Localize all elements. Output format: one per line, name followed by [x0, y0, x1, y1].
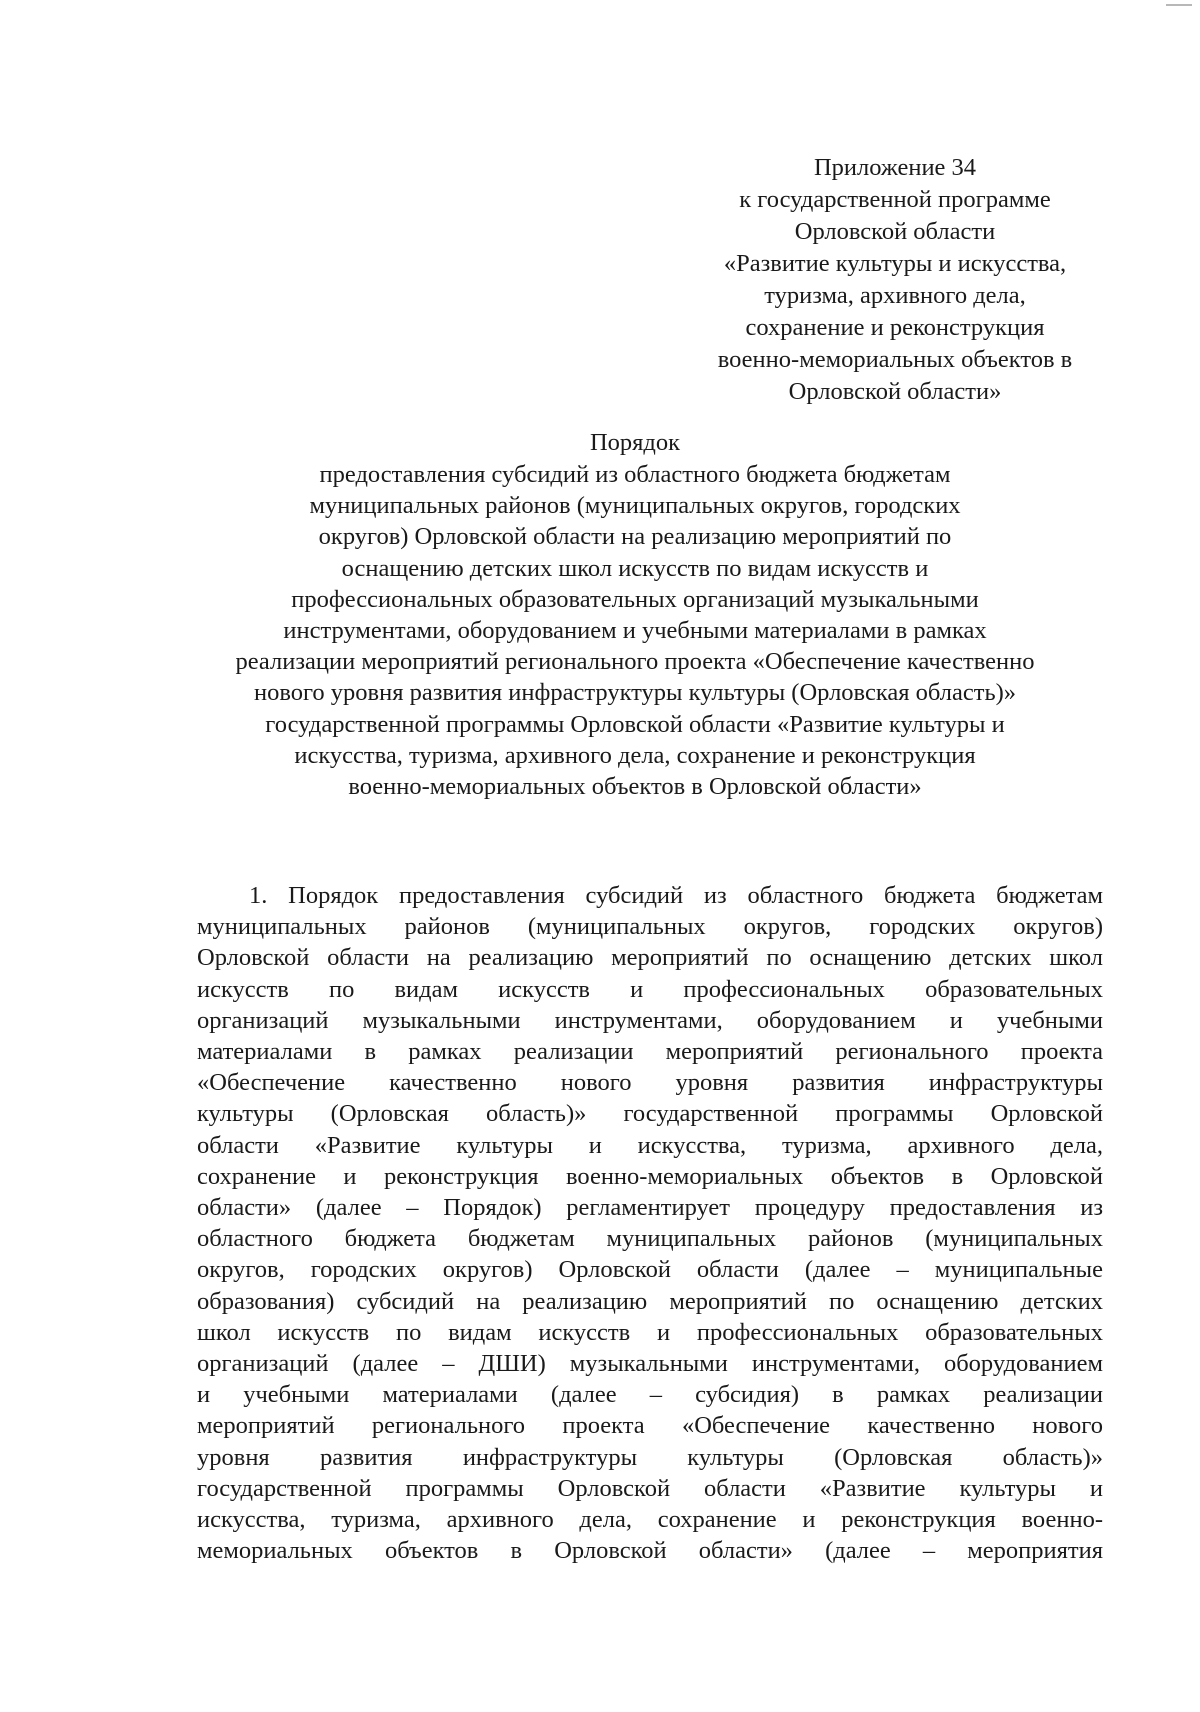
body-line: области» (далее – Порядок) регламентирует процедуру предоставления из: [197, 1194, 1103, 1222]
body-line: культуры (Орловская область)» государственной программы Орловской: [197, 1100, 1103, 1128]
subtitle-line: искусства, туризма, архивного дела, сохранение и реконструкция: [294, 741, 976, 769]
document-subtitle: [190, 459, 1080, 802]
body-line: мероприятий регионального проекта «Обеспечение качественно нового: [197, 1412, 1103, 1440]
appendix-line: к государственной программе: [739, 186, 1051, 213]
body-line: уровня развития инфраструктуры культуры (Орловская область)»: [197, 1443, 1103, 1471]
body-line: школ искусств по видам искусств и профессиональных образовательных: [197, 1318, 1103, 1346]
body-line: организаций (далее – ДШИ) музыкальными инструментами, оборудованием: [197, 1350, 1103, 1378]
appendix-line: военно-мемориальных объектов в: [717, 346, 1073, 373]
body-line: организаций музыкальными инструментами, оборудованием и учебными: [197, 1006, 1103, 1034]
appendix-line: Приложение 34: [813, 154, 977, 181]
body-line: округов, городских округов) Орловской области (далее – муниципальные: [197, 1256, 1103, 1284]
body-line: искусств по видам искусств и профессиональных образовательных: [197, 975, 1103, 1003]
body-line: Орловской области на реализацию мероприятий по оснащению детских школ: [197, 944, 1103, 972]
subtitle-line: инструментами, оборудованием и учебными материалами в рамках: [283, 617, 987, 645]
body-line: сохранение и реконструкция военно-мемориальных объектов в Орловской: [197, 1162, 1103, 1190]
body-line: материалами в рамках реализации мероприятий регионального проекта: [197, 1038, 1103, 1066]
subtitle-line: профессиональных образовательных организаций музыкальными: [291, 585, 979, 613]
body-line: «Обеспечение качественно нового уровня развития инфраструктуры: [197, 1069, 1103, 1097]
appendix-line: Орловской области»: [788, 378, 1002, 405]
body-line: 1. Порядок предоставления субсидий из областного бюджета бюджетам: [249, 882, 1103, 909]
body-line: образования) субсидий на реализацию мероприятий по оснащению детских: [197, 1287, 1103, 1315]
subtitle-line: округов) Орловской области на реализацию мероприятий по: [318, 523, 952, 551]
document-title: Порядок: [589, 429, 681, 456]
appendix-line: «Развитие культуры и искусства,: [723, 250, 1067, 277]
subtitle-line: военно-мемориальных объектов в Орловской области»: [348, 773, 922, 801]
scan-edge-mark: [1166, 4, 1192, 6]
body-line: мемориальных объектов в Орловской области» (далее – мероприятия: [197, 1537, 1103, 1565]
appendix-line: сохранение и реконструкция: [745, 314, 1045, 341]
subtitle-line: реализации мероприятий регионального проекта «Обеспечение качественно: [235, 648, 1035, 676]
body-line: областного бюджета бюджетам муниципальных районов (муниципальных: [197, 1225, 1103, 1253]
body-line: муниципальных районов (муниципальных округов, городских округов): [197, 913, 1103, 941]
body-line: и учебными материалами (далее – субсидия) в рамках реализации: [197, 1381, 1103, 1409]
body-paragraph: [197, 880, 1103, 1566]
body-line: государственной программы Орловской области «Развитие культуры и: [197, 1474, 1103, 1502]
subtitle-line: муниципальных районов (муниципальных округов, городских: [309, 492, 961, 520]
appendix-header: [690, 152, 1100, 408]
subtitle-line: нового уровня развития инфраструктуры культуры (Орловская область)»: [253, 679, 1017, 707]
subtitle-line: государственной программы Орловской области «Развитие культуры и: [265, 710, 1005, 738]
subtitle-line: оснащению детских школ искусств по видам искусств и: [341, 554, 929, 582]
appendix-line: Орловской области: [794, 218, 996, 245]
body-line: искусства, туризма, архивного дела, сохранение и реконструкция военно-: [197, 1506, 1103, 1534]
subtitle-line: предоставления субсидий из областного бюджета бюджетам: [319, 461, 951, 488]
appendix-line: туризма, архивного дела,: [764, 282, 1026, 309]
body-line: области «Развитие культуры и искусства, туризма, архивного дела,: [197, 1131, 1103, 1159]
